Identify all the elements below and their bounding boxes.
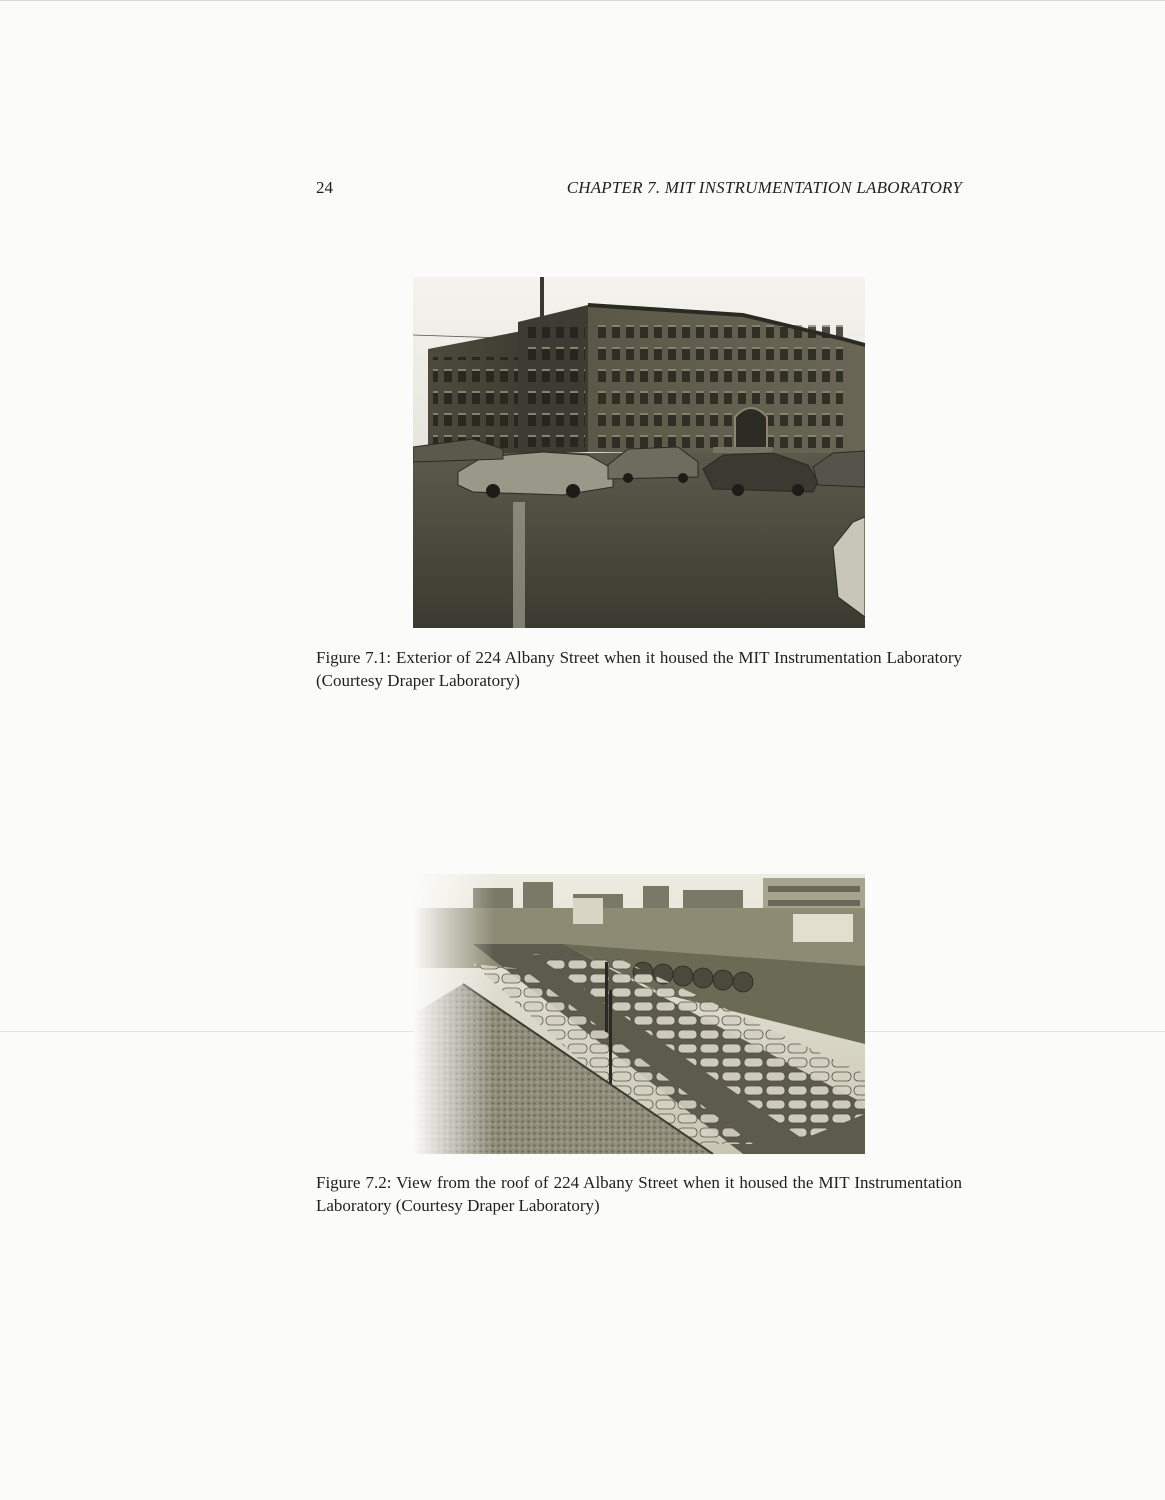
figure-7-2-photo	[413, 874, 865, 1154]
running-head: CHAPTER 7. MIT INSTRUMENTATION LABORATORY	[566, 178, 962, 197]
figure-7-1-photo	[413, 277, 865, 628]
page-number: 24	[316, 178, 333, 197]
page-header	[316, 176, 962, 200]
figure-7-2-caption: Figure 7.2: View from the roof of 224 Albany Street when it housed the MIT Instrumentation Laboratory (Courtesy Draper Laboratory)	[316, 1173, 962, 1215]
figure-7-1-caption: Figure 7.1: Exterior of 224 Albany Street when it housed the MIT Instrumentation Laboratory (Courtesy Draper Laboratory)	[316, 648, 962, 690]
